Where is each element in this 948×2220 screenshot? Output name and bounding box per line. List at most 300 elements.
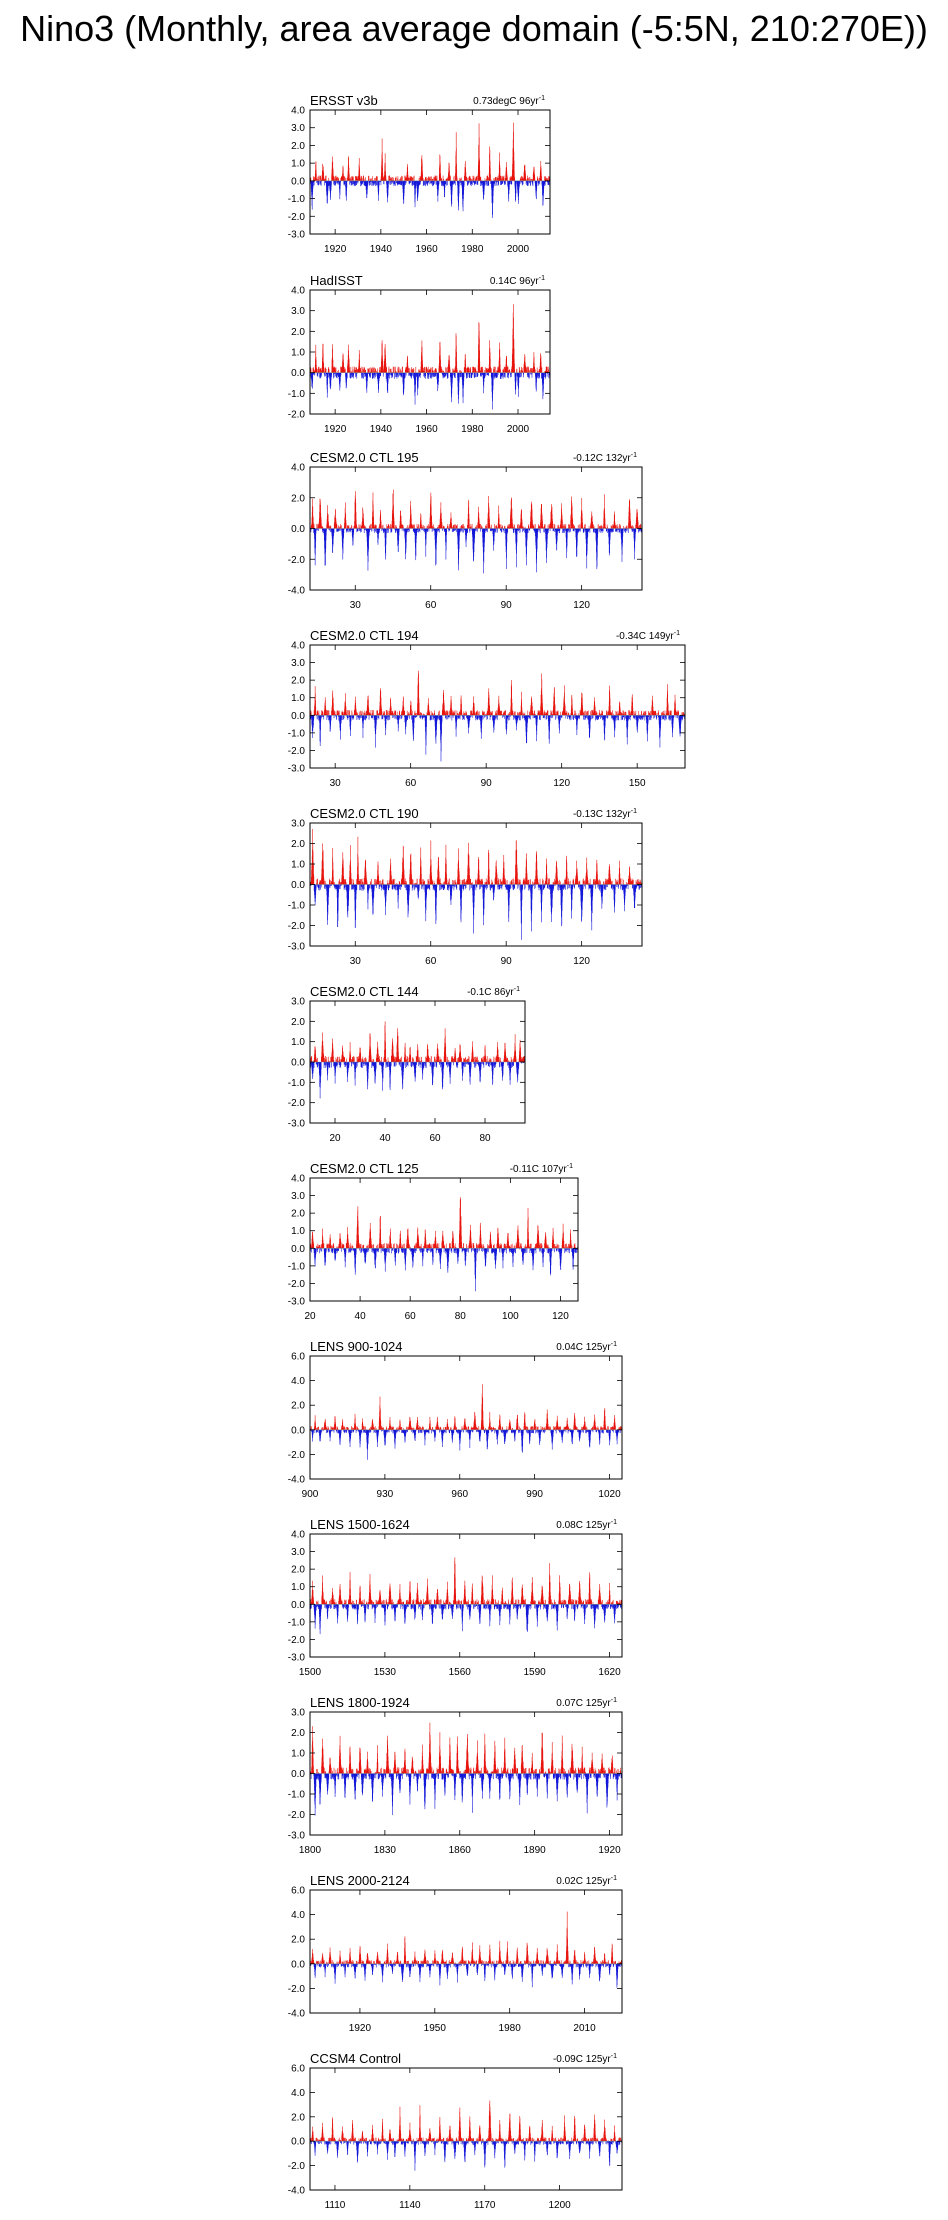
bar: [351, 367, 352, 373]
bar: [356, 370, 357, 373]
bar: [400, 177, 401, 181]
bar: [376, 181, 377, 185]
bar: [357, 176, 358, 181]
bar: [453, 181, 454, 184]
bar: [430, 367, 431, 372]
bar: [412, 178, 413, 181]
bar: [352, 373, 353, 378]
bar: [447, 367, 448, 373]
x-tick-label: 90: [501, 600, 513, 611]
bar: [420, 181, 421, 185]
bar: [400, 179, 401, 181]
bar: [467, 373, 468, 376]
x-tick-label: 1980: [461, 244, 484, 255]
bar: [455, 373, 456, 378]
bar: [405, 176, 406, 181]
bar: [320, 373, 321, 378]
bar: [412, 181, 413, 184]
bar: [389, 176, 390, 181]
bar: [369, 176, 370, 181]
bar: [490, 174, 491, 181]
bar: [395, 181, 396, 186]
bar: [443, 179, 444, 181]
bar: [545, 176, 546, 181]
bar: [480, 181, 481, 186]
bar: [530, 177, 531, 181]
bar: [351, 373, 352, 376]
bar: [374, 367, 375, 372]
bar: [505, 181, 506, 185]
bar: [380, 367, 381, 373]
bar: [423, 178, 424, 181]
bar: [470, 370, 471, 373]
bar: [344, 176, 345, 181]
bar: [535, 178, 536, 181]
bar: [369, 373, 370, 378]
bar: [459, 181, 460, 184]
bar: [326, 176, 327, 181]
bar: [343, 176, 344, 181]
bar: [391, 178, 392, 181]
bar: [368, 370, 369, 372]
bar: [424, 181, 425, 186]
bar: [420, 373, 421, 375]
bar: [371, 178, 372, 181]
bar: [408, 178, 409, 181]
bar: [490, 181, 491, 184]
bar: [436, 181, 437, 185]
bar: [411, 367, 412, 373]
x-tick-label: 1920: [324, 424, 347, 435]
bar: [360, 181, 361, 186]
y-tick-label: 1.0: [291, 159, 305, 170]
bar: [375, 368, 376, 373]
bar: [478, 181, 479, 185]
bar: [446, 373, 447, 376]
bar: [459, 373, 460, 377]
page-title: Nino3 (Monthly, area average domain (-5:5N, 210:270E)): [0, 8, 948, 50]
bar: [406, 181, 407, 184]
bar: [388, 181, 389, 184]
bar: [527, 181, 528, 186]
y-tick-label: -2.0: [288, 555, 306, 566]
bar: [540, 181, 541, 185]
bar: [419, 181, 420, 186]
bar: [501, 179, 502, 181]
bar: [409, 368, 410, 373]
bar: [438, 373, 439, 379]
y-tick-label: 0.0: [291, 176, 305, 187]
bar: [377, 177, 378, 181]
bar: [430, 177, 431, 181]
bar: [418, 373, 419, 379]
bar: [367, 373, 368, 378]
bar: [476, 176, 477, 181]
bar: [434, 177, 435, 181]
bar: [340, 367, 341, 373]
bar: [365, 177, 366, 181]
bar: [436, 368, 437, 372]
bar: [457, 178, 458, 181]
bar: [541, 179, 542, 181]
bar: [356, 373, 357, 379]
bar: [413, 368, 414, 373]
bar: [501, 181, 502, 185]
bar: [360, 178, 361, 180]
bar: [433, 373, 434, 376]
bar: [375, 373, 376, 377]
bar: [391, 181, 392, 185]
y-tick-label: 3.0: [291, 306, 305, 317]
bar: [425, 181, 426, 186]
bar: [363, 176, 364, 181]
bar: [401, 176, 402, 181]
y-tick-label: 3.0: [291, 123, 305, 134]
bar: [379, 373, 380, 379]
bar: [416, 367, 417, 373]
bar: [514, 178, 515, 181]
bar: [431, 176, 432, 180]
bar: [402, 373, 403, 378]
bar: [353, 367, 354, 373]
bar: [351, 181, 352, 186]
bar: [442, 181, 443, 185]
bar: [402, 367, 403, 373]
bar: [498, 181, 499, 184]
chart-stats-exponent: -1: [539, 275, 545, 282]
bar: [402, 176, 403, 181]
bar: [331, 181, 332, 185]
bar: [388, 373, 389, 377]
bar: [509, 181, 510, 184]
bar: [334, 373, 335, 378]
bar: [383, 366, 384, 373]
bar: [386, 367, 387, 373]
bar: [446, 181, 447, 186]
bar: [389, 367, 390, 373]
bar: [452, 373, 453, 378]
chart-stats: -0.12C $132yr^{-1}$: [573, 452, 637, 464]
bar: [504, 176, 505, 181]
bar: [370, 181, 371, 185]
bar: [338, 181, 339, 184]
bar: [428, 367, 429, 373]
y-tick-label: -3.0: [288, 230, 306, 241]
x-tick-label: 2000: [507, 244, 530, 255]
bar: [500, 176, 501, 181]
bar: [373, 367, 374, 373]
chart-panel: [288, 273, 550, 435]
bar: [498, 176, 499, 181]
bar: [522, 178, 523, 181]
bar: [396, 181, 397, 183]
bar: [363, 370, 364, 373]
bar: [384, 181, 385, 184]
bar: [419, 373, 420, 377]
bar: [457, 370, 458, 372]
bar: [364, 368, 365, 373]
bar: [396, 177, 397, 180]
bar: [430, 181, 431, 184]
bar: [443, 181, 444, 186]
y-tick-label: 4.0: [291, 463, 305, 474]
bar: [321, 181, 322, 186]
bar: [341, 373, 342, 375]
bar-series: [310, 123, 550, 218]
bar: [473, 181, 474, 183]
bar: [328, 373, 329, 378]
chart-title: HadISST: [310, 273, 363, 288]
bar: [448, 373, 449, 379]
bar: [533, 181, 534, 186]
bar: [432, 181, 433, 186]
bar: [493, 181, 494, 185]
x-tick-label: 1960: [415, 424, 438, 435]
bar: [338, 178, 339, 181]
bar: [461, 178, 462, 181]
bar: [423, 370, 424, 372]
bar: [464, 373, 465, 378]
y-tick-label: -2.0: [288, 410, 306, 421]
chart-title: CESM2.0 CTL 195: [310, 450, 419, 465]
bar: [408, 368, 409, 373]
bar: [507, 177, 508, 180]
bar: [466, 177, 467, 181]
bar: [436, 370, 437, 373]
bar: [400, 370, 401, 373]
bar: [321, 373, 322, 375]
bar: [466, 368, 467, 372]
bar: [372, 368, 373, 373]
y-tick-label: -2.0: [288, 212, 306, 223]
bar-series: [310, 304, 550, 409]
bar: [467, 178, 468, 181]
y-tick-label: 2.0: [291, 327, 305, 338]
x-tick-label: 1960: [415, 244, 438, 255]
bar: [401, 181, 402, 185]
y-tick-label: 0.0: [291, 524, 305, 535]
bar: [325, 373, 326, 377]
y-tick-label: 0.0: [291, 368, 305, 379]
x-tick-label: 1920: [324, 244, 347, 255]
bar: [338, 370, 339, 373]
bar: [527, 176, 528, 181]
bar: [445, 373, 446, 376]
bar: [381, 181, 382, 185]
bar: [352, 181, 353, 185]
bar: [313, 181, 314, 186]
bar: [370, 373, 371, 378]
bar: [376, 181, 377, 186]
bar: [390, 369, 391, 373]
bar: [473, 178, 474, 181]
bar: [445, 181, 446, 184]
chart-panel: [288, 93, 550, 255]
bar: [409, 178, 410, 181]
bar: [320, 176, 321, 181]
bar: [328, 178, 329, 181]
bar: [394, 373, 395, 379]
bar: [480, 177, 481, 181]
bar: [370, 178, 371, 180]
chart-stats: 0.73degC $96yr^{-1}$: [473, 95, 545, 107]
bar: [326, 369, 327, 373]
bar: [363, 373, 364, 379]
bar: [353, 177, 354, 181]
bar: [476, 181, 477, 184]
bar: [386, 179, 387, 181]
bar: [447, 373, 448, 379]
bar: [520, 181, 521, 184]
bar: [331, 373, 332, 376]
bar: [434, 373, 435, 377]
bar: [313, 176, 314, 181]
bar: [495, 181, 496, 186]
bar: [350, 177, 351, 181]
y-tick-label: -1.0: [288, 194, 306, 205]
bar: [392, 181, 393, 184]
y-tick-label: -1.0: [288, 389, 306, 400]
bar: [334, 177, 335, 181]
bar: [466, 368, 467, 373]
y-tick-label: -4.0: [288, 586, 306, 597]
bar: [505, 181, 506, 185]
bar: [324, 368, 325, 372]
bar: [336, 368, 337, 373]
bar: [408, 373, 409, 376]
bar: [439, 181, 440, 184]
bar: [345, 369, 346, 373]
bar: [395, 373, 396, 377]
bar: [480, 177, 481, 181]
bar: [460, 370, 461, 373]
bar: [412, 369, 413, 373]
x-tick-label: 60: [425, 600, 437, 611]
bar: [529, 177, 530, 180]
bar: [424, 373, 425, 378]
bar: [412, 373, 413, 376]
x-tick-label: 1980: [461, 424, 484, 435]
bar: [503, 181, 504, 184]
bar: [443, 176, 444, 181]
bar: [333, 366, 334, 373]
bar: [523, 181, 524, 185]
bar: [488, 178, 489, 181]
bar: [442, 371, 443, 373]
bar: [374, 181, 375, 185]
x-tick-label: 1940: [370, 424, 393, 435]
bar: [321, 371, 322, 373]
bar: [538, 178, 539, 181]
bar: [425, 373, 426, 376]
bar: [454, 176, 455, 181]
bar: [510, 181, 511, 184]
bar: [469, 181, 470, 183]
bar: [374, 178, 375, 181]
y-tick-label: 4.0: [291, 286, 305, 297]
bar: [402, 181, 403, 185]
y-tick-label: 4.0: [291, 106, 305, 117]
bar: [436, 179, 437, 181]
bar: [539, 178, 540, 181]
x-tick-label: 2000: [507, 424, 530, 435]
bar: [335, 181, 336, 186]
bar: [528, 181, 529, 184]
bar: [512, 181, 513, 184]
bar: [437, 176, 438, 181]
bar: [415, 373, 416, 385]
bar: [369, 368, 370, 373]
bar: [347, 373, 348, 379]
bar: [472, 181, 473, 185]
bar: [405, 373, 406, 378]
bar: [390, 181, 391, 185]
bar: [350, 373, 351, 379]
bar: [401, 371, 402, 373]
y-tick-label: 2.0: [291, 141, 305, 152]
bar: [429, 176, 430, 181]
bar: [470, 373, 471, 378]
bar: [400, 181, 401, 183]
bar: [324, 181, 325, 186]
bar: [432, 367, 433, 373]
bar: [363, 373, 364, 379]
bar: [538, 181, 539, 183]
bar: [364, 179, 365, 181]
bar: [526, 181, 527, 185]
bar: [398, 176, 399, 181]
bar: [414, 369, 415, 372]
x-tick-label: 30: [350, 600, 362, 611]
bar: [470, 176, 471, 181]
bar: [430, 373, 431, 378]
bar: [548, 181, 549, 185]
bar: [434, 181, 435, 184]
bar: [373, 373, 374, 378]
chart-stats-exponent: -1: [539, 95, 545, 102]
bar: [429, 181, 430, 184]
chart-stats: 0.14C $96yr^{-1}$: [490, 275, 545, 287]
bar: [548, 181, 549, 185]
bar: [356, 181, 357, 185]
bar: [469, 368, 470, 372]
bar: [423, 181, 424, 186]
bar: [325, 181, 326, 183]
bar: [450, 369, 451, 372]
chart-stats-exponent: -1: [631, 452, 637, 459]
bar: [474, 178, 475, 181]
bar: [443, 373, 444, 376]
bar: [329, 369, 330, 373]
bar: [349, 178, 350, 181]
bar: [487, 181, 488, 186]
bar: [488, 181, 489, 186]
bar: [394, 367, 395, 373]
bar: [400, 373, 401, 376]
bar: [365, 370, 366, 373]
bar: [470, 181, 471, 185]
bar: [316, 181, 317, 183]
y-tick-label: 1.0: [291, 348, 305, 359]
bar: [454, 373, 455, 378]
chart-title: ERSST v3b: [310, 93, 378, 108]
bar: [497, 181, 498, 186]
bar: [500, 181, 501, 185]
bar: [380, 373, 381, 377]
bar: [429, 373, 430, 375]
bar: [311, 369, 312, 373]
bar: [450, 176, 451, 181]
